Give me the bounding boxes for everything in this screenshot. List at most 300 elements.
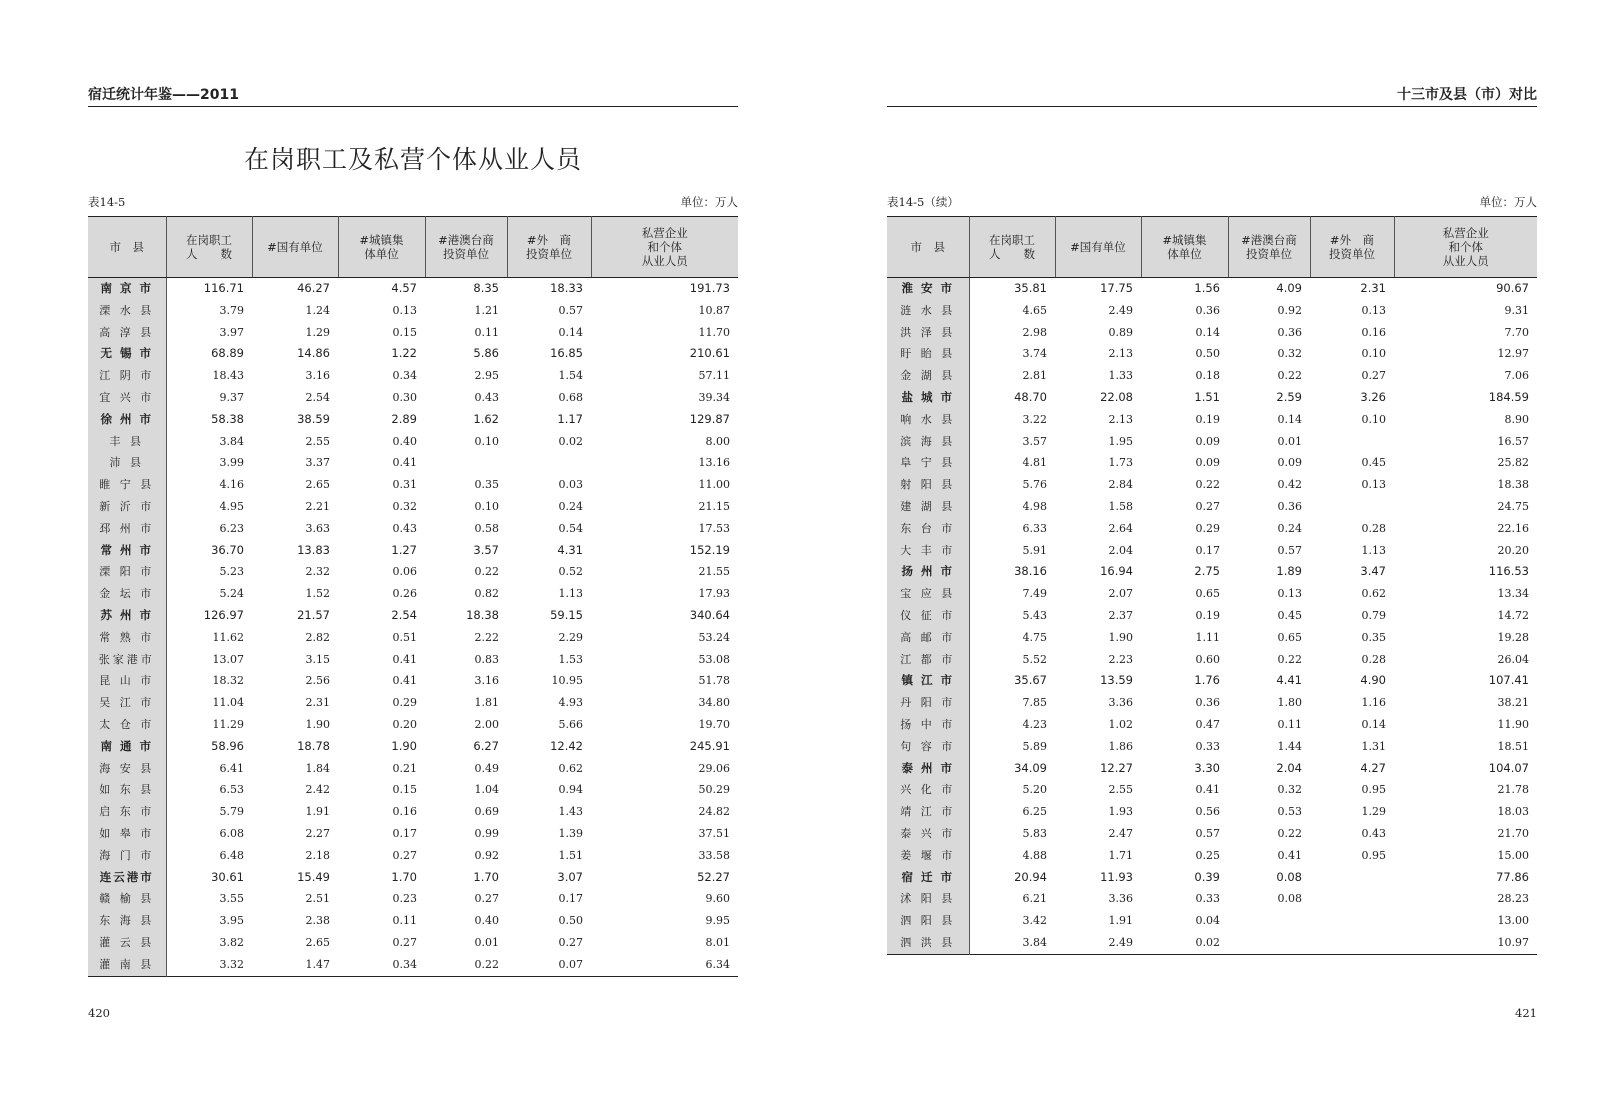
- cell-hk-macao-taiwan: 0.36: [1277, 325, 1302, 339]
- cell-urban-collective: 0.14: [1195, 325, 1220, 339]
- cell-urban-collective: 0.41: [392, 652, 417, 666]
- cell-urban-collective: 0.29: [1195, 521, 1220, 535]
- cell-on-post-staff: 38.16: [1014, 564, 1047, 579]
- cell-state-owned: 2.04: [1108, 543, 1133, 557]
- cell-foreign-invested: 1.31: [1361, 739, 1386, 753]
- cell-hk-macao-taiwan: 2.59: [1276, 389, 1302, 404]
- column-header-line: #港澳台商: [1241, 233, 1297, 247]
- cell-private-individual: 16.57: [1497, 434, 1529, 448]
- row-label: 江 都 市: [887, 649, 969, 671]
- cell-private-individual: 13.34: [1497, 587, 1529, 601]
- cell-state-owned: 2.51: [305, 892, 330, 906]
- row-label: 滨 海 县: [887, 431, 969, 453]
- cell-foreign-invested: [1310, 932, 1394, 954]
- cell-hk-macao-taiwan: 0.57: [1277, 543, 1302, 557]
- cell-on-post-staff: 7.85: [1022, 696, 1047, 710]
- cell-foreign-invested: 0.95: [1361, 848, 1386, 862]
- row-label: 沭 阳 县: [887, 888, 969, 910]
- row-label: 金 湖 县: [887, 365, 969, 387]
- row-label: 宜 兴 市: [88, 387, 166, 409]
- row-label: 昆 山 市: [88, 670, 166, 692]
- cell-urban-collective: 0.41: [392, 674, 417, 688]
- table-row: [88, 540, 738, 562]
- cell-foreign-invested: 4.27: [1360, 760, 1386, 775]
- column-header-state-owned: [1055, 217, 1141, 278]
- cell-private-individual: 21.55: [698, 565, 730, 579]
- cell-urban-collective: 0.18: [1195, 369, 1220, 383]
- table-row: [887, 343, 1537, 365]
- cell-private-individual: 12.97: [1497, 347, 1529, 361]
- cell-on-post-staff: 4.23: [1022, 717, 1047, 731]
- cell-private-individual: 34.80: [698, 696, 730, 710]
- cell-hk-macao-taiwan: 0.35: [474, 478, 499, 492]
- column-header-line: 从业人员: [1442, 254, 1489, 268]
- table-row: [88, 670, 738, 692]
- table-row: [887, 779, 1537, 801]
- cell-state-owned: 1.73: [1108, 456, 1133, 470]
- cell-foreign-invested: 0.27: [558, 935, 583, 949]
- table-row: [887, 387, 1537, 409]
- cell-urban-collective: 1.90: [391, 738, 417, 753]
- unit-label: 单位：万人: [680, 195, 738, 209]
- cell-urban-collective: 1.70: [391, 869, 417, 884]
- row-label: 盐 城 市: [887, 387, 969, 409]
- cell-foreign-invested: 1.53: [558, 652, 583, 666]
- cell-hk-macao-taiwan: 0.65: [1277, 630, 1302, 644]
- column-header-line: #外 商: [1329, 233, 1375, 247]
- cell-urban-collective: 0.13: [392, 303, 417, 317]
- column-header-line: 市 县: [910, 240, 945, 254]
- cell-on-post-staff: 3.99: [219, 456, 244, 470]
- column-header-line: #港澳台商: [438, 233, 494, 247]
- cell-hk-macao-taiwan: [1228, 910, 1310, 932]
- cell-urban-collective: 1.51: [1194, 389, 1220, 404]
- page-number: 420: [88, 1006, 110, 1020]
- table-row: [88, 452, 738, 474]
- cell-private-individual: 9.31: [1504, 303, 1529, 317]
- cell-hk-macao-taiwan: 0.14: [1277, 412, 1302, 426]
- cell-private-individual: 9.60: [705, 892, 730, 906]
- table-row: [887, 867, 1537, 889]
- cell-hk-macao-taiwan: 3.57: [473, 542, 499, 557]
- cell-state-owned: 16.94: [1100, 564, 1133, 579]
- row-label: 淮 安 市: [887, 278, 969, 300]
- cell-foreign-invested: 0.02: [558, 434, 583, 448]
- right-page: [887, 0, 1537, 1099]
- cell-foreign-invested: 3.47: [1360, 564, 1386, 579]
- cell-state-owned: 3.37: [305, 456, 330, 470]
- cell-on-post-staff: 4.88: [1022, 848, 1047, 862]
- cell-foreign-invested: 0.94: [558, 783, 583, 797]
- cell-private-individual: 191.73: [689, 281, 730, 295]
- cell-private-individual: 340.64: [689, 607, 730, 622]
- row-label: 高 淳 县: [88, 322, 166, 344]
- table-row: [88, 692, 738, 714]
- cell-hk-macao-taiwan: 0.92: [474, 848, 499, 862]
- cell-state-owned: 14.86: [297, 346, 330, 361]
- cell-state-owned: 15.49: [297, 869, 330, 884]
- column-header-on-post-staff: [969, 217, 1055, 278]
- cell-hk-macao-taiwan: 0.08: [1277, 892, 1302, 906]
- cell-state-owned: 2.56: [305, 674, 330, 688]
- cell-on-post-staff: 4.95: [219, 499, 244, 513]
- column-header-district-name: [887, 217, 969, 278]
- cell-foreign-invested: [1310, 496, 1394, 518]
- cell-on-post-staff: 18.32: [212, 674, 244, 688]
- cell-on-post-staff: 2.81: [1022, 369, 1047, 383]
- row-label: 新 沂 市: [88, 496, 166, 518]
- table-row: [887, 649, 1537, 671]
- cell-urban-collective: 0.57: [1195, 826, 1220, 840]
- cell-on-post-staff: 5.20: [1022, 783, 1047, 797]
- table-row: [887, 365, 1537, 387]
- cell-state-owned: 11.93: [1100, 869, 1133, 884]
- table-row: [887, 605, 1537, 627]
- running-header-right: 十三市及县（市）对比: [887, 84, 1537, 107]
- table-row: [88, 801, 738, 823]
- cell-urban-collective: 1.27: [391, 542, 417, 557]
- cell-urban-collective: 0.26: [392, 587, 417, 601]
- cell-state-owned: 1.90: [305, 717, 330, 731]
- cell-private-individual: 21.15: [698, 499, 730, 513]
- cell-foreign-invested: 0.57: [558, 303, 583, 317]
- cell-private-individual: 24.82: [698, 805, 730, 819]
- table-row: [887, 431, 1537, 453]
- cell-state-owned: 2.13: [1108, 412, 1133, 426]
- cell-hk-macao-taiwan: 18.38: [466, 607, 499, 622]
- row-label: 洪 泽 县: [887, 322, 969, 344]
- cell-urban-collective: 0.27: [392, 848, 417, 862]
- table-row: [887, 474, 1537, 496]
- table-row: [887, 692, 1537, 714]
- cell-foreign-invested: 1.39: [558, 826, 583, 840]
- cell-private-individual: 13.16: [698, 456, 730, 470]
- cell-hk-macao-taiwan: 0.43: [474, 390, 499, 404]
- table-title: 在岗职工及私营个体从业人员: [243, 145, 582, 174]
- left-page: [88, 0, 738, 1099]
- cell-private-individual: 26.04: [1497, 652, 1529, 666]
- cell-foreign-invested: 0.10: [1361, 347, 1386, 361]
- page-number: 421: [1515, 1006, 1537, 1020]
- cell-state-owned: 2.64: [1108, 521, 1133, 535]
- row-label: 高 邮 市: [887, 627, 969, 649]
- cell-urban-collective: 0.11: [392, 914, 417, 928]
- row-label: 启 东 市: [88, 801, 166, 823]
- cell-on-post-staff: 36.70: [211, 542, 244, 557]
- column-header-line: #外 商: [526, 233, 572, 247]
- cell-urban-collective: 0.51: [392, 630, 417, 644]
- table-row: [88, 932, 738, 954]
- row-label: 大 丰 市: [887, 540, 969, 562]
- cell-hk-macao-taiwan: 0.42: [1277, 478, 1302, 492]
- cell-state-owned: 0.89: [1108, 325, 1133, 339]
- cell-private-individual: 10.87: [698, 303, 730, 317]
- cell-foreign-invested: 4.31: [557, 542, 583, 557]
- cell-foreign-invested: 12.42: [550, 738, 583, 753]
- cell-state-owned: 1.90: [1108, 630, 1133, 644]
- table-row: [88, 954, 738, 976]
- cell-foreign-invested: 3.26: [1360, 389, 1386, 404]
- cell-state-owned: 1.33: [1108, 369, 1133, 383]
- cell-foreign-invested: 0.68: [558, 390, 583, 404]
- cell-urban-collective: 1.76: [1194, 673, 1220, 688]
- table-row: [887, 300, 1537, 322]
- cell-private-individual: 53.08: [698, 652, 730, 666]
- cell-private-individual: 28.23: [1497, 892, 1529, 906]
- cell-hk-macao-taiwan: 1.80: [1277, 696, 1302, 710]
- cell-foreign-invested: 0.28: [1361, 652, 1386, 666]
- cell-foreign-invested: 0.07: [558, 957, 583, 971]
- table-row: [88, 867, 738, 889]
- row-label: 海 门 市: [88, 845, 166, 867]
- row-label: 阜 宁 县: [887, 452, 969, 474]
- cell-private-individual: 15.00: [1497, 848, 1529, 862]
- column-header-hk-macao-taiwan: [1228, 217, 1310, 278]
- cell-private-individual: 245.91: [689, 738, 730, 753]
- table-row: [887, 845, 1537, 867]
- table-row: [887, 278, 1537, 300]
- cell-foreign-invested: 0.43: [1361, 826, 1386, 840]
- cell-hk-macao-taiwan: 0.24: [1277, 521, 1302, 535]
- cell-urban-collective: 0.47: [1195, 717, 1220, 731]
- cell-urban-collective: 0.23: [392, 892, 417, 906]
- cell-foreign-invested: 1.43: [558, 805, 583, 819]
- cell-foreign-invested: 1.13: [558, 587, 583, 601]
- cell-state-owned: 12.27: [1100, 760, 1133, 775]
- column-header-line: 从业人员: [641, 254, 688, 268]
- cell-private-individual: 22.16: [1497, 521, 1529, 535]
- cell-urban-collective: 0.43: [392, 521, 417, 535]
- cell-urban-collective: 0.33: [1195, 739, 1220, 753]
- cell-state-owned: 1.86: [1108, 739, 1133, 753]
- cell-on-post-staff: 35.81: [1014, 281, 1047, 295]
- cell-hk-macao-taiwan: 0.10: [474, 499, 499, 513]
- table-row: [887, 452, 1537, 474]
- table-row: [887, 823, 1537, 845]
- header-row: [88, 217, 738, 278]
- cell-on-post-staff: 3.95: [219, 914, 244, 928]
- cell-on-post-staff: 126.97: [203, 607, 244, 622]
- cell-state-owned: 2.23: [1108, 652, 1133, 666]
- cell-state-owned: 3.16: [305, 369, 330, 383]
- cell-state-owned: 2.27: [305, 826, 330, 840]
- table-row: [88, 823, 738, 845]
- table-row: [88, 343, 738, 365]
- column-header-line: 市 县: [109, 240, 144, 254]
- cell-state-owned: 1.95: [1108, 434, 1133, 448]
- cell-foreign-invested: 0.54: [558, 521, 583, 535]
- cell-hk-macao-taiwan: [1228, 932, 1310, 954]
- cell-foreign-invested: 0.62: [1361, 587, 1386, 601]
- cell-on-post-staff: 5.79: [219, 805, 244, 819]
- cell-state-owned: 46.27: [297, 281, 330, 295]
- cell-on-post-staff: 20.94: [1014, 869, 1047, 884]
- cell-urban-collective: 0.17: [1195, 543, 1220, 557]
- row-label: 苏 州 市: [88, 605, 166, 627]
- table-row: [887, 888, 1537, 910]
- cell-urban-collective: 1.11: [1195, 630, 1220, 644]
- cell-on-post-staff: 6.21: [1022, 892, 1047, 906]
- cell-private-individual: 129.87: [689, 411, 730, 426]
- cell-state-owned: 2.54: [305, 390, 330, 404]
- cell-private-individual: 18.51: [1497, 739, 1529, 753]
- cell-on-post-staff: 3.84: [1022, 935, 1047, 949]
- cell-hk-macao-taiwan: 1.44: [1277, 739, 1302, 753]
- table-row: [88, 758, 738, 780]
- cell-hk-macao-taiwan: 1.21: [474, 303, 499, 317]
- cell-urban-collective: 3.30: [1194, 760, 1220, 775]
- cell-on-post-staff: 3.57: [1022, 434, 1047, 448]
- cell-private-individual: 17.93: [698, 587, 730, 601]
- cell-private-individual: 37.51: [698, 826, 730, 840]
- table-row: [88, 736, 738, 758]
- cell-on-post-staff: 4.98: [1022, 499, 1047, 513]
- cell-urban-collective: 0.09: [1195, 434, 1220, 448]
- cell-state-owned: 13.83: [297, 542, 330, 557]
- cell-foreign-invested: 0.45: [1361, 456, 1386, 470]
- cell-state-owned: 1.91: [1108, 914, 1133, 928]
- row-label: 灌 南 县: [88, 954, 166, 976]
- row-label: 如 东 县: [88, 779, 166, 801]
- cell-private-individual: 8.00: [705, 434, 730, 448]
- cell-foreign-invested: 0.35: [1361, 630, 1386, 644]
- cell-urban-collective: 0.60: [1195, 652, 1220, 666]
- cell-foreign-invested: 1.13: [1361, 543, 1386, 557]
- cell-urban-collective: 0.39: [1194, 869, 1220, 884]
- cell-on-post-staff: 5.23: [219, 565, 244, 579]
- cell-urban-collective: 0.36: [1195, 303, 1220, 317]
- cell-urban-collective: 0.41: [1195, 783, 1220, 797]
- table-row: [88, 278, 738, 300]
- cell-hk-macao-taiwan: 0.32: [1277, 347, 1302, 361]
- cell-state-owned: 2.49: [1108, 303, 1133, 317]
- table-row: [88, 365, 738, 387]
- cell-on-post-staff: 13.07: [212, 652, 244, 666]
- table-row: [88, 888, 738, 910]
- cell-urban-collective: 0.22: [1195, 478, 1220, 492]
- cell-hk-macao-taiwan: 4.41: [1276, 673, 1302, 688]
- column-header-line: 和个体: [647, 240, 682, 254]
- cell-state-owned: 2.18: [305, 848, 330, 862]
- cell-foreign-invested: [1310, 431, 1394, 453]
- cell-private-individual: 6.34: [705, 957, 730, 971]
- cell-private-individual: 19.28: [1497, 630, 1529, 644]
- cell-private-individual: 77.86: [1496, 869, 1529, 884]
- cell-urban-collective: 0.40: [392, 434, 417, 448]
- cell-state-owned: 3.63: [305, 521, 330, 535]
- table-id: 表14-5（续）: [887, 195, 959, 209]
- column-header-line: #国有单位: [267, 240, 323, 254]
- cell-on-post-staff: 18.43: [212, 369, 244, 383]
- cell-hk-macao-taiwan: 0.69: [474, 805, 499, 819]
- row-label: 扬 中 市: [887, 714, 969, 736]
- cell-state-owned: 1.91: [305, 805, 330, 819]
- cell-hk-macao-taiwan: 2.04: [1276, 760, 1302, 775]
- cell-private-individual: 19.70: [698, 717, 730, 731]
- cell-on-post-staff: 3.74: [1022, 347, 1047, 361]
- cell-on-post-staff: 3.97: [219, 325, 244, 339]
- table-row: [88, 300, 738, 322]
- row-label: 宝 应 县: [887, 583, 969, 605]
- cell-hk-macao-taiwan: 0.32: [1277, 783, 1302, 797]
- cell-urban-collective: 0.56: [1195, 805, 1220, 819]
- cell-on-post-staff: 5.52: [1022, 652, 1047, 666]
- cell-state-owned: 18.78: [297, 738, 330, 753]
- cell-private-individual: 14.72: [1497, 608, 1529, 622]
- row-label: 常 熟 市: [88, 627, 166, 649]
- cell-on-post-staff: 4.75: [1022, 630, 1047, 644]
- table-row: [887, 561, 1537, 583]
- unit-label: 单位：万人: [1479, 195, 1537, 209]
- cell-on-post-staff: 11.29: [212, 717, 244, 731]
- cell-on-post-staff: 3.55: [219, 892, 244, 906]
- cell-on-post-staff: 58.96: [211, 738, 244, 753]
- cell-foreign-invested: 5.66: [558, 717, 583, 731]
- cell-on-post-staff: 68.89: [211, 346, 244, 361]
- cell-state-owned: 2.84: [1108, 478, 1133, 492]
- row-label: 泰 兴 市: [887, 823, 969, 845]
- table-row: [887, 540, 1537, 562]
- cell-state-owned: 1.47: [305, 957, 330, 971]
- cell-foreign-invested: 0.14: [558, 325, 583, 339]
- cell-private-individual: 116.53: [1488, 564, 1529, 579]
- cell-hk-macao-taiwan: 0.58: [474, 521, 499, 535]
- cell-private-individual: 57.11: [698, 369, 730, 383]
- cell-state-owned: 3.36: [1108, 696, 1133, 710]
- cell-hk-macao-taiwan: 0.82: [474, 587, 499, 601]
- cell-on-post-staff: 3.42: [1022, 914, 1047, 928]
- cell-state-owned: 2.21: [305, 499, 330, 513]
- row-label: 镇 江 市: [887, 670, 969, 692]
- table-row: [88, 845, 738, 867]
- row-label: 灌 云 县: [88, 932, 166, 954]
- table-row: [88, 714, 738, 736]
- cell-on-post-staff: 7.49: [1022, 587, 1047, 601]
- column-header-line: #国有单位: [1070, 240, 1126, 254]
- cell-foreign-invested: 0.13: [1361, 303, 1386, 317]
- cell-hk-macao-taiwan: 0.53: [1277, 805, 1302, 819]
- row-label: 无 锡 市: [88, 343, 166, 365]
- cell-state-owned: 2.42: [305, 783, 330, 797]
- table-row: [88, 496, 738, 518]
- row-label: 张家港市: [88, 649, 166, 671]
- cell-state-owned: 2.07: [1108, 587, 1133, 601]
- cell-on-post-staff: 4.81: [1022, 456, 1047, 470]
- row-label: 泗 洪 县: [887, 932, 969, 954]
- cell-on-post-staff: 6.08: [219, 826, 244, 840]
- cell-hk-macao-taiwan: 6.27: [473, 738, 499, 753]
- table-row: [88, 605, 738, 627]
- row-label: 泗 阳 县: [887, 910, 969, 932]
- cell-urban-collective: 0.31: [392, 478, 417, 492]
- column-header-line: 人 数: [186, 247, 232, 261]
- cell-private-individual: 18.38: [1497, 478, 1529, 492]
- cell-foreign-invested: 59.15: [550, 607, 583, 622]
- row-label: 睢 宁 县: [88, 474, 166, 496]
- row-label: 南 京 市: [88, 278, 166, 300]
- cell-hk-macao-taiwan: 0.22: [474, 957, 499, 971]
- row-label: 溧 阳 市: [88, 561, 166, 583]
- cell-on-post-staff: 35.67: [1014, 673, 1047, 688]
- cell-hk-macao-taiwan: 3.16: [474, 674, 499, 688]
- table-row: [887, 736, 1537, 758]
- table-row: [887, 801, 1537, 823]
- cell-hk-macao-taiwan: 0.22: [1277, 652, 1302, 666]
- cell-urban-collective: 2.89: [391, 411, 417, 426]
- cell-foreign-invested: 0.13: [1361, 478, 1386, 492]
- row-label: 海 安 县: [88, 758, 166, 780]
- row-label: 常 州 市: [88, 540, 166, 562]
